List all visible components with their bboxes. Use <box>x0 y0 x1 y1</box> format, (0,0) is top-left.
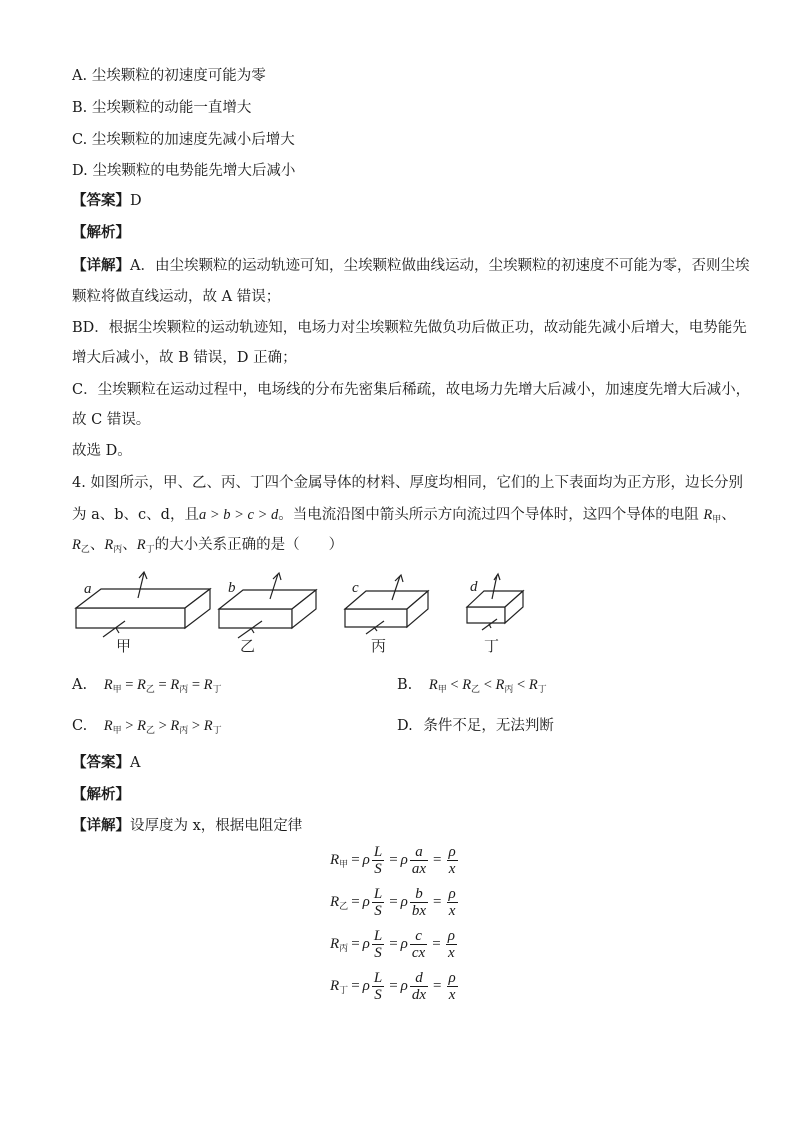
q4-option-a: A. $R_甲 = R_乙 = R_丙 = R_丁$ <box>72 677 222 694</box>
detail-line-5: C．尘埃颗粒在运动过程中，电场线的分布先密集后稀疏，故电场力先增大后减小，加速度先增大后减小， <box>72 382 751 398</box>
equation-yi: $R_乙 = \rho$ $\frac{L}{S}$ = ρ $\frac{b}{bx}$ = $\frac{\rho}{x}$ <box>330 886 456 919</box>
option-b-prev: B. 尘埃颗粒的动能一直增大 <box>72 100 252 116</box>
option-c-prev: C. 尘埃颗粒的加速度先减小后增大 <box>72 132 295 148</box>
label-c: c <box>352 580 359 596</box>
detail-line-2: 颗粒将做直线运动，故 A 错误； <box>72 289 281 305</box>
detail-line-3: BD．根据尘埃颗粒的运动轨迹知，电场力对尘埃颗粒先做负功后做正功，故动能先减小后增大，电势能先 <box>72 320 747 336</box>
detail-line-7: 故选 D。 <box>72 443 132 459</box>
label-a: a <box>84 581 92 597</box>
q4-option-b: B. $R_甲 < R_乙 < R_丙 < R_丁$ <box>397 677 547 694</box>
detail-q4: 【详解】设厚度为 x，根据电阻定律 <box>72 817 303 834</box>
caption-bing: 丙 <box>371 637 387 655</box>
answer-q4: 【答案】A <box>72 754 141 771</box>
q4-line-2: 为 a、b、c、d，且a > b > c > d。当电流沿图中箭头所示方向流过四个导体时，这四个导体的电阻 $R_甲$、 <box>72 507 736 524</box>
conductor-jia <box>76 572 210 637</box>
equation-ding: $R_丁 = \rho$ $\frac{L}{S}$ = ρ $\frac{d}{dx}$ = $\frac{\rho}{x}$ <box>330 970 456 1003</box>
label-b: b <box>228 580 236 596</box>
caption-yi: 乙 <box>240 637 256 655</box>
answer-tag: 【答案】 <box>72 192 130 209</box>
option-a-prev: A. 尘埃颗粒的初速度可能为零 <box>72 68 266 84</box>
option-d-prev: D. 尘埃颗粒的电势能先增大后减小 <box>72 163 296 179</box>
caption-ding: 丁 <box>484 637 500 655</box>
q4-option-d: D. 条件不足，无法判断 <box>397 718 554 734</box>
label-d: d <box>470 579 478 595</box>
detail-line-6: 故 C 错误。 <box>72 412 151 428</box>
q4-option-c: C. $R_甲 > R_乙 > R_丙 > R_丁$ <box>72 718 222 735</box>
q4-line-3: $R_乙$、$R_丙$、$R_丁$的大小关系正确的是（ ） <box>72 537 344 554</box>
analysis-tag-prev: 【解析】 <box>72 224 130 241</box>
analysis-tag-q4: 【解析】 <box>72 786 130 803</box>
equation-bing: $R_丙 = \rho$ $\frac{L}{S}$ = ρ $\frac{c}{cx}$ = $\frac{\rho}{x}$ <box>330 928 455 961</box>
detail-line-4: 增大后减小，故 B 错误，D 正确； <box>72 350 297 366</box>
answer-value: D <box>130 193 142 209</box>
caption-jia: 甲 <box>116 637 132 655</box>
q4-line-1: 4. 如图所示，甲、乙、丙、丁四个金属导体的材料、厚度均相同，它们的上下表面均为正方形，边长分别 <box>72 475 743 491</box>
detail-line-1: 【详解】A．由尘埃颗粒的运动轨迹可知，尘埃颗粒做曲线运动，尘埃颗粒的初速度不可能为零，否则尘埃 <box>72 257 750 274</box>
equation-jia: $R_甲 = \rho$ $\frac{L}{S}$ = ρ $\frac{a}{ax}$ = $\frac{\rho}{x}$ <box>330 844 456 877</box>
q4-inequality: a > b > c > d <box>198 507 279 523</box>
detail-tag: 【详解】 <box>72 257 130 274</box>
